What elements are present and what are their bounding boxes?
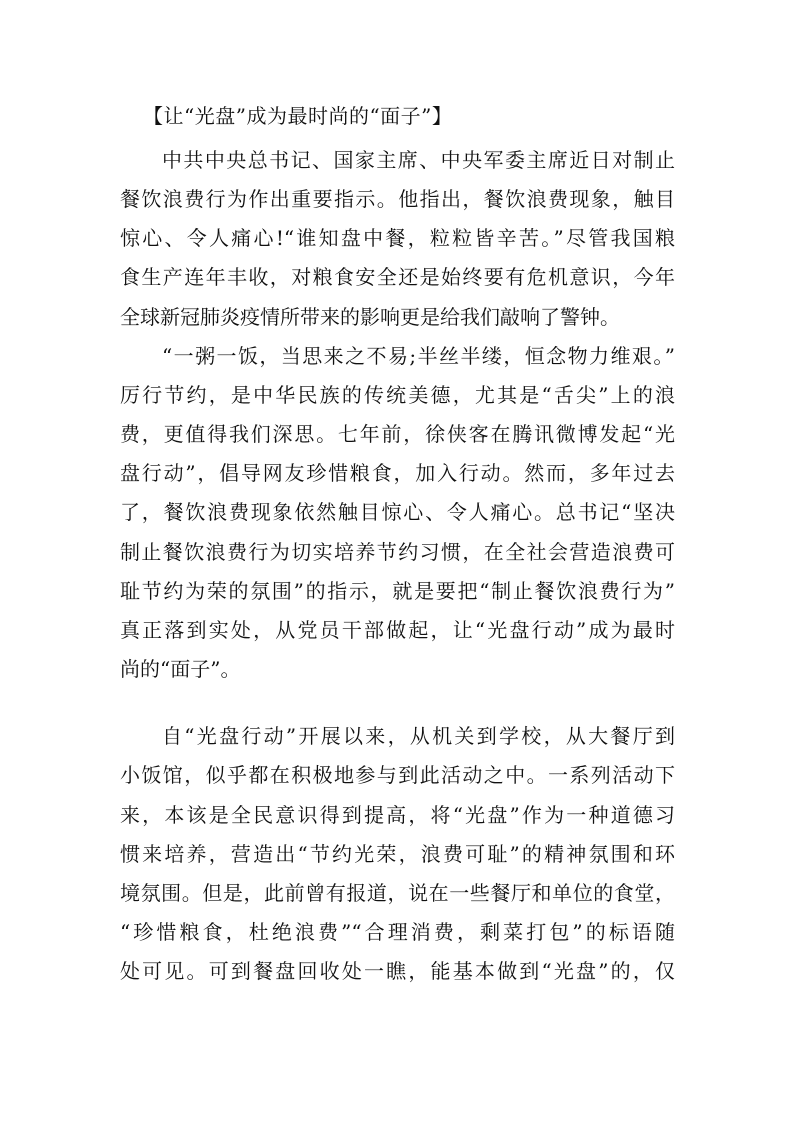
paragraph-3-line-1: 自“光盘行动”开展以来，从机关到学校，从大餐厅到 (162, 724, 675, 748)
paragraph-1-line-5: 全球新冠肺炎疫情所带来的影响更是给我们敲响了警钟。 (120, 305, 620, 329)
paragraph-2-line-1: “一粥一饭，当思来之不易;半丝半缕，恒念物力维艰。” (162, 344, 675, 368)
paragraph-2-line-6: 制止餐饮浪费行为切实培养节约习惯，在全社会营造浪费可 (120, 540, 675, 564)
paragraph-3-line-3: 来，本该是全民意识得到提高，将“光盘”作为一种道德习 (120, 803, 675, 827)
paragraph-3-line-2: 小饭馆，似乎都在积极地参与到此活动之中。一系列活动下 (120, 763, 675, 787)
article-title: 【让“光盘”成为最时尚的“面子”】 (143, 104, 453, 128)
paragraph-2-line-8: 真正落到实处，从党员干部做起，让“光盘行动”成为最时 (120, 618, 675, 642)
paragraph-3-line-5: 境氛围。但是，此前曾有报道，说在一些餐厅和单位的食堂， (120, 881, 675, 905)
paragraph-1-line-2: 餐饮浪费行为作出重要指示。他指出，餐饮浪费现象，触目 (120, 187, 675, 211)
paragraph-2-line-2: 厉行节约，是中华民族的传统美德，尤其是“舌尖”上的浪 (120, 383, 675, 407)
paragraph-3-line-6: “珍惜粮食，杜绝浪费”“合理消费，剩菜打包”的标语随 (120, 920, 675, 944)
paragraph-2-line-7: 耻节约为荣的氛围”的指示，就是要把“制止餐饮浪费行为” (120, 579, 675, 603)
paragraph-1-line-3: 惊心、令人痛心!“谁知盘中餐，粒粒皆辛苦。”尽管我国粮 (120, 226, 675, 250)
paragraph-1-line-1: 中共中央总书记、国家主席、中央军委主席近日对制止 (162, 148, 675, 172)
paragraph-1-line-4: 食生产连年丰收，对粮食安全还是始终要有危机意识，今年 (120, 265, 675, 289)
paragraph-3-line-4: 惯来培养，营造出“节约光荣，浪费可耻”的精神氛围和环 (120, 842, 675, 866)
paragraph-2-line-5: 了，餐饮浪费现象依然触目惊心、令人痛心。总书记“坚决 (120, 500, 675, 524)
paragraph-2-line-9: 尚的“面子”。 (120, 657, 241, 681)
paragraph-3-line-7: 处可见。可到餐盘回收处一瞧，能基本做到“光盘”的，仅 (120, 959, 675, 983)
paragraph-2-line-3: 费，更值得我们深思。七年前，徐侠客在腾讯微博发起“光 (120, 422, 675, 446)
paragraph-2-line-4: 盘行动”，倡导网友珍惜粮食，加入行动。然而，多年过去 (120, 461, 675, 485)
